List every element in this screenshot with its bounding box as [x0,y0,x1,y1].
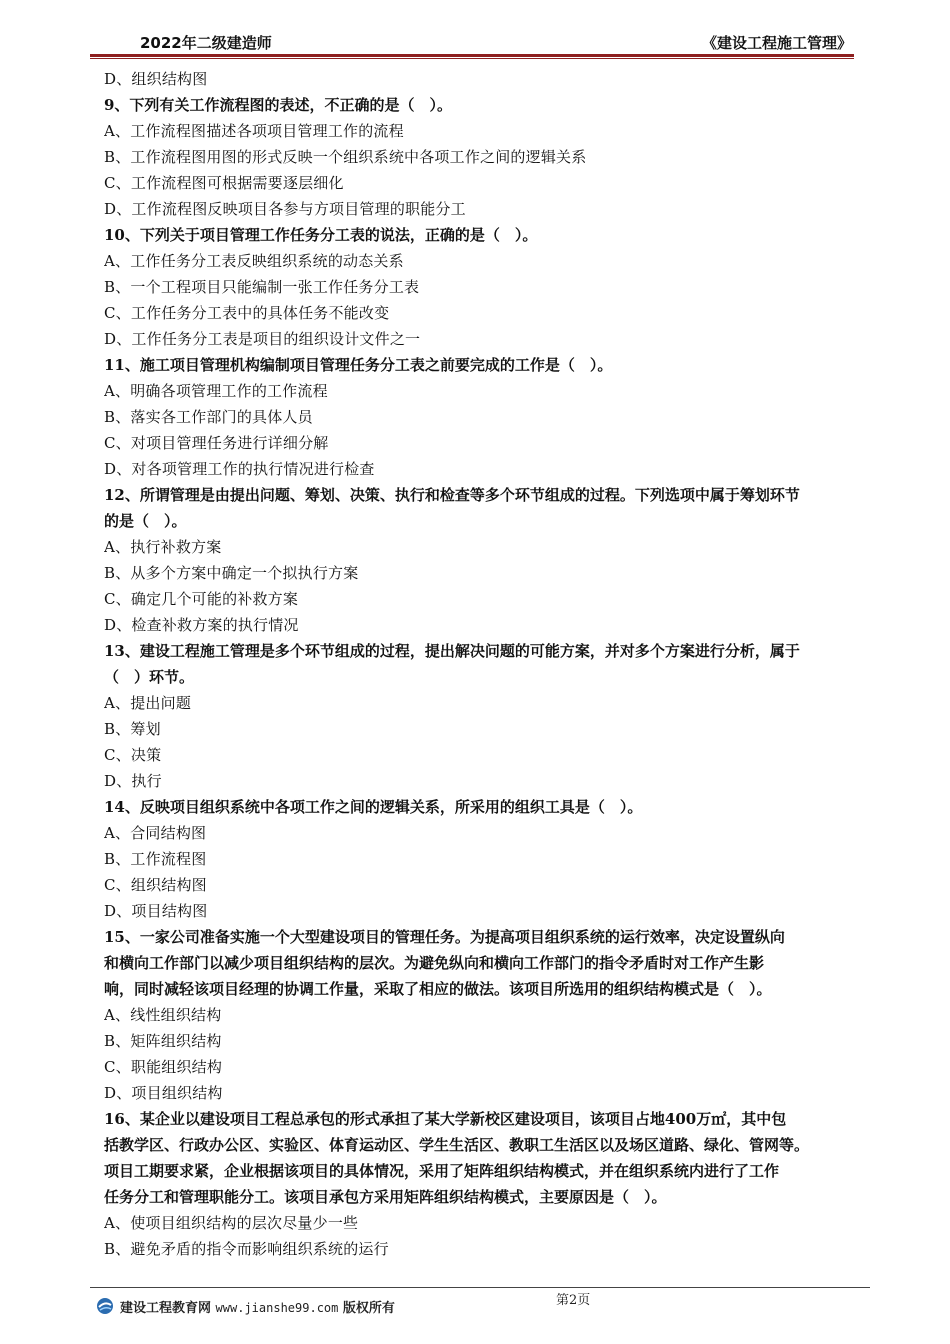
answer-option: B、筹划 [104,720,161,738]
answer-option: B、一个工程项目只能编制一张工作任务分工表 [104,278,420,296]
answer-option: C、工作流程图可根据需要逐层细化 [104,174,344,192]
question-text-line: 9、下列有关工作流程图的表述，不正确的是（ ）。 [104,96,452,114]
question-text-line: 响，同时减轻该项目经理的协调工作量，采取了相应的做法。该项目所选用的组织结构模式是（ ）。 [104,980,772,998]
question-text-line: 15、一家公司准备实施一个大型建设项目的管理任务。为提高项目组织系统的运行效率，决定设置纵向 [104,928,785,946]
answer-option: C、决策 [104,746,162,764]
answer-option: B、落实各工作部门的具体人员 [104,408,313,426]
answer-option: C、工作任务分工表中的具体任务不能改变 [104,304,390,322]
answer-option: A、使项目组织结构的层次尽量少一些 [104,1214,359,1232]
page-number: 第2页 [556,1293,591,1308]
answer-option: B、工作流程图 [104,850,207,868]
exam-year-title: 2022年二级建造师 [140,34,272,52]
question-text-line: 的是（ ）。 [104,512,187,530]
page-header [92,30,854,52]
answer-option: B、避免矛盾的指令而影响组织系统的运行 [104,1240,389,1258]
question-text-line: 项目工期要求紧，企业根据该项目的具体情况，采用了矩阵组织结构模式，并在组织系统内进行了工作 [104,1162,780,1180]
footer-url[interactable]: www.jianshe99.com [215,1301,339,1315]
footer-rule [90,1287,870,1288]
question-text-line: 16、某企业以建设项目工程总承包的形式承担了某大学新校区建设项目，该项目占地400万㎡，其中包 [104,1110,787,1128]
answer-option: D、组织结构图 [104,70,208,88]
question-text-line: 任务分工和管理职能分工。该项目承包方采用矩阵组织结构模式，主要原因是（ ）。 [104,1188,667,1206]
answer-option: D、工作流程图反映项目各参与方项目管理的职能分工 [104,200,466,218]
footer-copyright: 版权所有 [342,1301,395,1316]
answer-option: A、合同结构图 [104,824,207,842]
answer-option: D、执行 [104,772,162,790]
answer-option: C、职能组织结构 [104,1058,223,1076]
answer-option: D、检查补救方案的执行情况 [104,616,299,634]
site-logo-icon [96,1297,114,1315]
question-text-line: 和横向工作部门以减少项目组织结构的层次。为避免纵向和横向工作部门的指令矛盾时对工作产生影 [104,954,765,972]
answer-option: C、对项目管理任务进行详细分解 [104,434,329,452]
footer-credit [120,1297,395,1316]
answer-option: B、矩阵组织结构 [104,1032,222,1050]
footer-site-name: 建设工程教育网 [120,1301,212,1316]
question-text-line: 11、施工项目管理机构编制项目管理任务分工表之前要完成的工作是（ ）。 [104,356,613,374]
answer-option: C、组织结构图 [104,876,207,894]
question-text-line: 14、反映项目组织系统中各项工作之间的逻辑关系，所采用的组织工具是（ ）。 [104,798,643,816]
answer-option: D、对各项管理工作的执行情况进行检查 [104,460,375,478]
answer-option: A、明确各项管理工作的工作流程 [104,382,328,400]
answer-option: C、确定几个可能的补救方案 [104,590,299,608]
answer-option: B、从多个方案中确定一个拟执行方案 [104,564,359,582]
header-rule-thick [90,54,854,57]
answer-option: A、提出问题 [104,694,192,712]
book-title: 《建设工程施工管理》 [701,34,852,52]
question-text-line: 13、建设工程施工管理是多个环节组成的过程，提出解决问题的可能方案，并对多个方案进行分析，属于 [104,642,800,660]
answer-option: A、线性组织结构 [104,1006,222,1024]
answer-option: B、工作流程图用图的形式反映一个组织系统中各项工作之间的逻辑关系 [104,148,587,166]
question-content [104,66,852,1262]
question-text-line: （ ）环节。 [104,668,195,686]
answer-option: A、工作流程图描述各项项目管理工作的流程 [104,122,404,140]
question-text-line: 12、所谓管理是由提出问题、筹划、决策、执行和检查等多个环节组成的过程。下列选项中属于筹划环节 [104,486,800,504]
question-text-line: 10、下列关于项目管理工作任务分工表的说法，正确的是（ ）。 [104,226,538,244]
answer-option: D、项目结构图 [104,902,208,920]
answer-option: A、执行补救方案 [104,538,222,556]
answer-option: D、项目组织结构 [104,1084,223,1102]
answer-option: A、工作任务分工表反映组织系统的动态关系 [104,252,404,270]
question-text-line: 括教学区、行政办公区、实验区、体育运动区、学生生活区、教职工生活区以及场区道路、绿化、管网等。 [104,1136,810,1154]
answer-option: D、工作任务分工表是项目的组织设计文件之一 [104,330,421,348]
header-rule-thin [90,58,854,59]
